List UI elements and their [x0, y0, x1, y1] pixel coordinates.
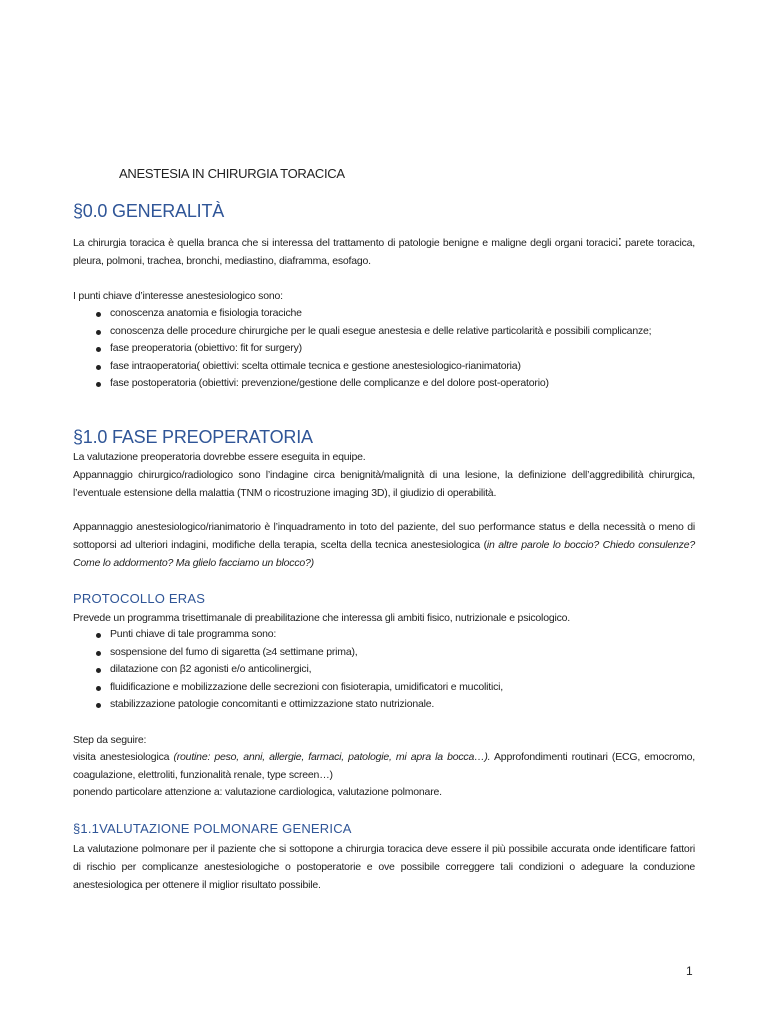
heading-generalita: §0.0 GENERALITÀ [73, 201, 225, 221]
preop-paragraph-3 [73, 518, 695, 572]
intro-paragraph [73, 233, 695, 270]
steps-label: Step da seguire: [73, 734, 147, 746]
heading-fase-preoperatoria: §1.0 FASE PREOPERATORIA [73, 427, 313, 447]
list-item: fase intraoperatoria( obiettivi: scelta ottimale tecnica e gestione anestesiologico-rianimatoria) [94, 358, 694, 376]
page-number: 1 [686, 964, 693, 978]
visit-lead: visita anestesiologica [73, 751, 174, 763]
visit-rest: Approfondimenti routinari (ECG, emocromo, coagulazione, elettroliti, funzionalità renale, type screen…) [73, 751, 695, 781]
intro-rest: parete toracica, pleura, polmoni, trachea, bronchi, mediastino, diaframma, esofago. [73, 237, 695, 267]
preop-p3-italic: in altre parole lo boccio? Chiedo consulenze? Come lo addormento? Ma glielo facciamo un blocco?) [73, 539, 696, 569]
eras-intro: Prevede un programma trisettimanale di preabilitazione che interessa gli ambiti fisico, nutrizionale e psicologico. [73, 612, 571, 624]
list-item: Punti chiave di tale programma sono: [94, 626, 694, 644]
list-item: fluidificazione e mobilizzazione delle secrezioni con fisioterapia, umidificatori e mucolitici, [94, 679, 694, 697]
list-item: conoscenza anatomia e fisiologia toraciche [94, 305, 694, 323]
polmonare-paragraph: La valutazione polmonare per il paziente che si sottopone a chirurgia toracica deve essere il più possibile accurata onde identificare fattori di rischio per complicanze anestesiologiche o postoperatorie e ove possibile correggere tali condizioni o adeguare la conduzione anestesiologica per ottenere il miglior risultato possibile. [73, 843, 695, 891]
preop-paragraph-1: La valutazione preoperatoria dovrebbe essere eseguita in equipe. [73, 451, 366, 463]
attention-paragraph: ponendo particolare attenzione a: valutazione cardiologica, valutazione polmonare. [73, 786, 442, 798]
key-points-intro: I punti chiave d’interesse anestesiologico sono: [73, 290, 283, 302]
list-item: fase preoperatoria (obiettivo: fit for surgery) [94, 340, 694, 358]
intro-colon: : [617, 233, 622, 250]
visit-paragraph [73, 748, 695, 784]
list-item: dilatazione con β2 agonisti e/o anticolinergici, [94, 661, 694, 679]
heading-protocollo-eras: PROTOCOLLO ERAS [73, 591, 206, 606]
list-item: conoscenza delle procedure chirurgiche per le quali esegue anestesia e delle relative particolarità e possibili complicanze; [94, 323, 694, 341]
document-title: ANESTESIA IN CHIRURGIA TORACICA [119, 166, 345, 181]
intro-lead: La chirurgia toracica è quella branca che si interessa del trattamento di patologie benigne e maligne degli organi toracici [73, 237, 618, 249]
list-item: stabilizzazione patologie concomitanti e ottimizzazione stato nutrizionale. [94, 696, 694, 714]
preop-paragraph-2: Appannaggio chirurgico/radiologico sono l’indagine circa benignità/malignità di una lesione, la definizione dell’aggredibilità chirurgica, l’eventuale estensione della malattia (TNM o ricostruzione imaging 3D), il giudizio di operabilità. [73, 469, 695, 499]
list-item: fase postoperatoria (obiettivi: prevenzione/gestione delle complicanze e del dolore post-operatorio) [94, 375, 694, 393]
key-points-list [94, 305, 694, 393]
visit-italic: (routine: peso, anni, allergie, farmaci, patologie, mi apra la bocca…). [173, 751, 491, 763]
list-item: sospensione del fumo di sigaretta (≥4 settimane prima), [94, 644, 694, 662]
eras-list [94, 626, 694, 714]
heading-valutazione-polmonare: §1.1VALUTAZIONE POLMONARE GENERICA [73, 821, 352, 836]
preop-p3-text: Appannaggio anestesiologico/rianimatorio è l’inquadramento in toto del paziente, del suo performance status e della necessità o meno di sottoporsi ad ulteriori indagini, modifiche della terapia, scelta della tecnica anestesiologica ( [73, 521, 695, 551]
